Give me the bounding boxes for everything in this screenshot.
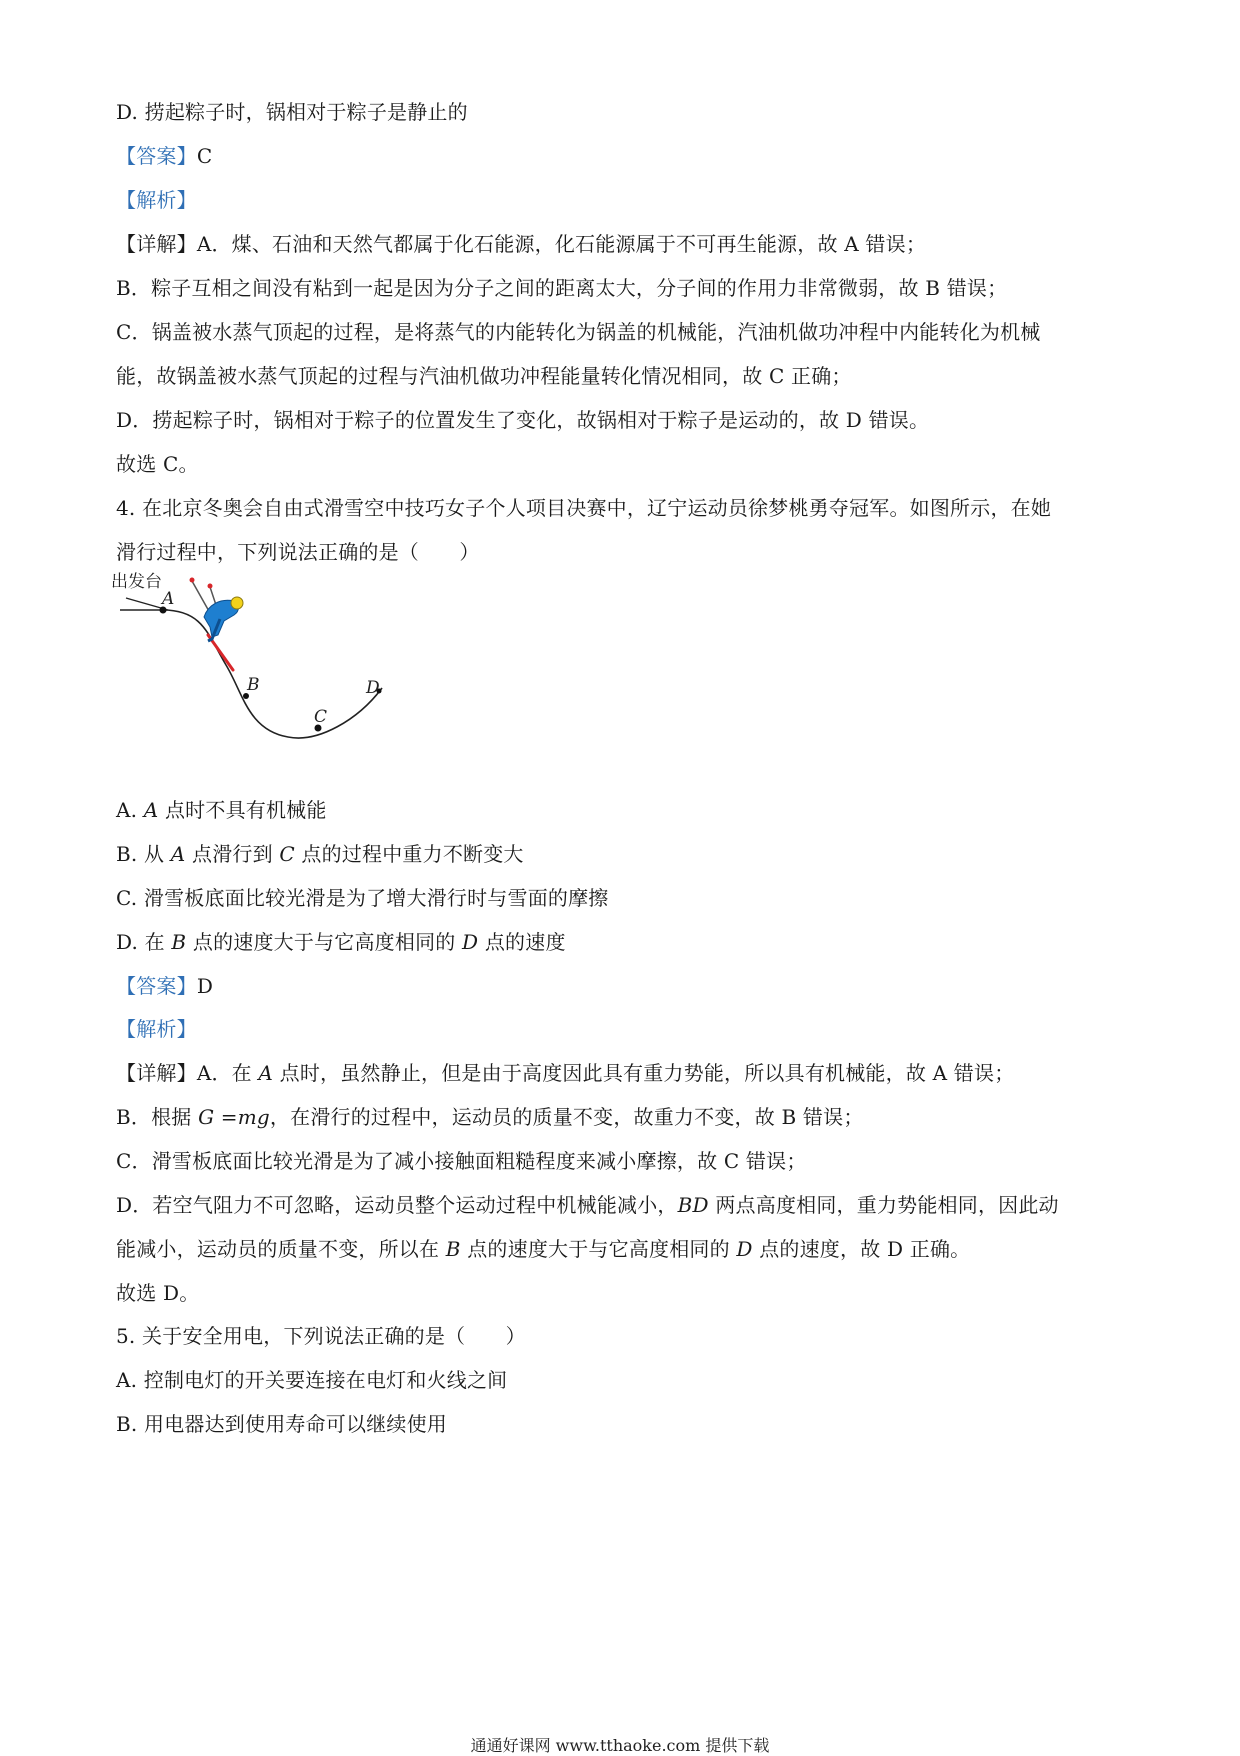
skier-icon	[190, 578, 244, 671]
detail-tag-2: 【详解】	[116, 1061, 197, 1085]
option-c: C. 滑雪板底面比较光滑是为了增大滑行时与雪面的摩擦	[116, 886, 609, 910]
detail2-d2-text: 点的速度，故 D 正确。	[752, 1237, 971, 1261]
answer-line-2	[116, 970, 213, 999]
question-5-option-a: A. 控制电灯的开关要连接在电灯和火线之间	[116, 1368, 508, 1392]
detail2-b-text: ，在滑行的过程中，运动员的质量不变，故重力不变，故 B 错误；	[269, 1105, 864, 1129]
option-a-var: A	[143, 798, 159, 822]
answer-tag: 【答案】	[116, 144, 197, 168]
option-d-var2: D	[462, 930, 479, 954]
detail2-a-text: 点时，虽然静止，但是由于高度因此具有重力势能，所以具有机械能，故 A 错误；	[273, 1061, 1015, 1085]
option-d-var1: B	[171, 930, 187, 954]
detail2-line-c: C．滑雪板底面比较光滑是为了减小接触面粗糙程度来减小摩擦，故 C 错误；	[116, 1149, 807, 1173]
option-d	[116, 926, 566, 955]
option-a	[116, 794, 327, 823]
detail-line-a	[116, 228, 926, 257]
analysis-tag: 【解析】	[116, 188, 197, 212]
option-d-text: 点的速度	[478, 930, 566, 954]
option-b-prefix: B. 从	[116, 842, 171, 866]
point-b-label: B	[247, 675, 260, 695]
detail2-d1-prefix: D．若空气阻力不可忽略，运动员整个运动过程中机械能减小，	[116, 1193, 678, 1217]
detail2-line-d1	[116, 1189, 1059, 1218]
detail2-b-formula: G =mg	[198, 1105, 270, 1129]
detail2-d2-var2: D	[736, 1237, 753, 1261]
option-b-text: 点的过程中重力不断变大	[294, 842, 524, 866]
detail2-a-prefix: A．在	[196, 1061, 259, 1085]
detail2-d1-text: 两点高度相同，重力势能相同，因此动	[708, 1193, 1059, 1217]
selection-line: 故选 C。	[116, 452, 199, 476]
question-5-stem: 5. 关于安全用电，下列说法正确的是（ ）	[116, 1324, 526, 1348]
start-platform-label: 出发台	[111, 572, 162, 592]
answer-line	[116, 140, 212, 169]
detail-line-d: D．捞起粽子时，锅相对于粽子的位置发生了变化，故锅相对于粽子是运动的，故 D 错误。	[116, 408, 930, 432]
option-d-text: D. 捞起粽子时，锅相对于粽子是静止的	[116, 100, 468, 124]
detail-a-text: A．煤、石油和天然气都属于化石能源，化石能源属于不可再生能源，故 A 错误；	[196, 232, 927, 256]
option-b-var2: C	[279, 842, 295, 866]
detail2-line-b	[116, 1101, 864, 1130]
analysis-tag-2: 【解析】	[116, 1017, 197, 1041]
option-d-mid: 点的速度大于与它高度相同的	[186, 930, 463, 954]
detail-tag: 【详解】	[116, 232, 197, 256]
detail2-d2-mid: 点的速度大于与它高度相同的	[460, 1237, 737, 1261]
option-b-var1: A	[170, 842, 186, 866]
detail-line-c1: C．锅盖被水蒸气顶起的过程，是将蒸气的内能转化为锅盖的机械能，汽油机做功冲程中内能转化为机械	[116, 320, 1041, 344]
detail-line-b: B．粽子互相之间没有粘到一起是因为分子之间的距离太大，分子间的作用力非常微弱，故 B 错误；	[116, 276, 1008, 300]
question-4-stem-2: 滑行过程中，下列说法正确的是（ ）	[116, 540, 480, 564]
detail2-d2-var1: B	[445, 1237, 461, 1261]
ski-slope-figure	[108, 565, 428, 755]
detail2-d1-var: BD	[677, 1193, 709, 1217]
point-d-label: D	[366, 678, 380, 698]
answer-value-2: D	[196, 974, 214, 998]
option-d-prefix: D. 在	[116, 930, 172, 954]
point-c-label: C	[314, 707, 328, 727]
option-a-prefix: A.	[116, 798, 144, 822]
detail2-d2-prefix: 能减小，运动员的质量不变，所以在	[116, 1237, 446, 1261]
detail2-b-prefix: B．根据	[116, 1105, 199, 1129]
point-a-label: A	[162, 589, 175, 609]
detail2-line-d2	[116, 1233, 970, 1262]
option-a-text: 点时不具有机械能	[158, 798, 327, 822]
detail2-line-a	[116, 1057, 1014, 1086]
option-b-mid: 点滑行到	[185, 842, 280, 866]
question-5-option-b: B. 用电器达到使用寿命可以继续使用	[116, 1412, 448, 1436]
answer-tag-2: 【答案】	[116, 974, 197, 998]
option-b	[116, 838, 524, 867]
detail-line-c2: 能，故锅盖被水蒸气顶起的过程与汽油机做功冲程能量转化情况相同，故 C 正确；	[116, 364, 852, 388]
question-4-stem-1: 4. 在北京冬奥会自由式滑雪空中技巧女子个人项目决赛中，辽宁运动员徐梦桃勇夺冠军。如图所示，在她	[116, 496, 1052, 520]
page-footer: 通通好课网 www.tthaoke.com 提供下载	[470, 1736, 770, 1755]
detail2-a-var: A	[258, 1061, 274, 1085]
slope-curve	[163, 610, 382, 738]
selection-line-2: 故选 D。	[116, 1281, 200, 1305]
answer-value: C	[196, 144, 213, 168]
